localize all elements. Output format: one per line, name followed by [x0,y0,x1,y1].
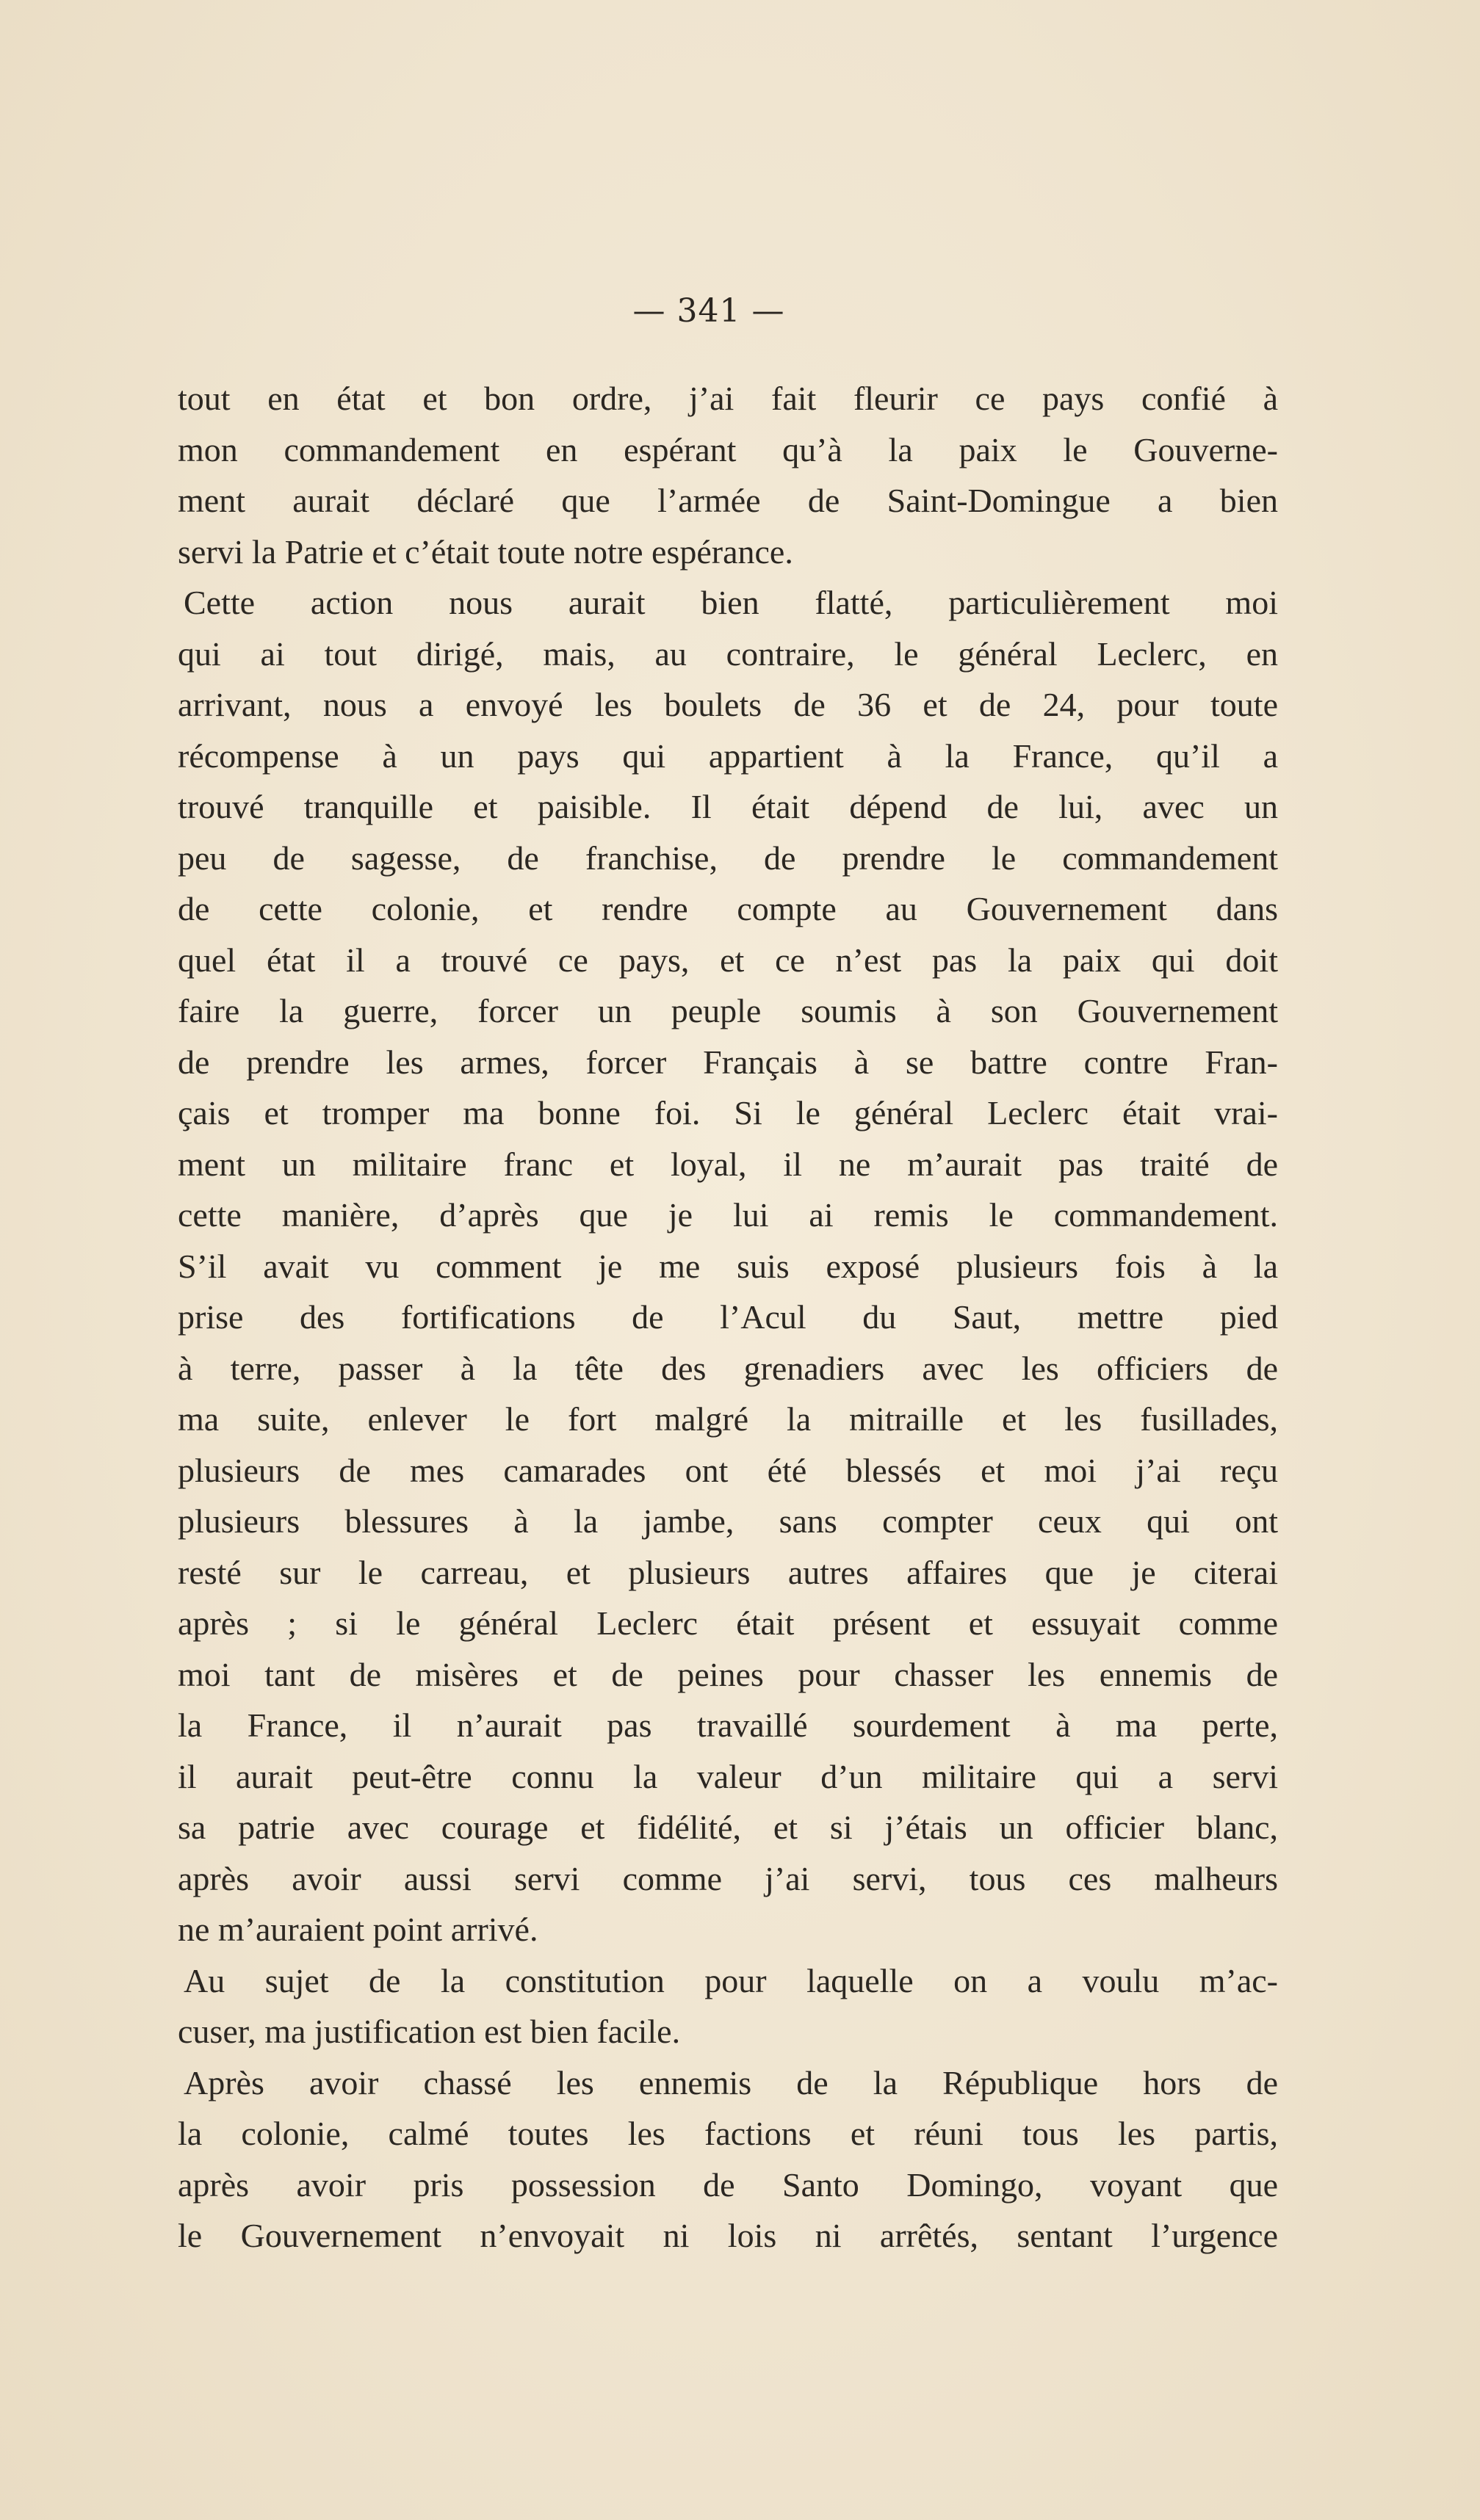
text-line: de prendre les armes, forcer Français à se battre contre Fran- [178,1043,1278,1081]
text-line: S’il avait vu comment je me suis exposé plusieurs fois à la [178,1247,1278,1285]
text-line: il aurait peut-être connu la valeur d’un militaire qui a servi [178,1757,1278,1795]
text-line: cuser, ma justification est bien facile. [178,2013,681,2050]
page-number: — 341 — [632,292,785,330]
text-line: après avoir pris possession de Santo Domingo, voyant que [178,2165,1278,2204]
text-line: prise des fortifications de l’Acul du Saut, mettre pied [178,1298,1278,1336]
text-line: le Gouvernement n’envoyait ni lois ni arrêtés, sentant l’urgence [178,2217,1278,2254]
text-line: sa patrie avec courage et fidélité, et si j’étais un officier blanc, [178,1808,1278,1846]
text-line: plusieurs blessures à la jambe, sans compter ceux qui ont [178,1502,1278,1540]
text-line: quel état il a trouvé ce pays, et ce n’est pas la paix qui doit [178,941,1278,979]
text-line: ment un militaire franc et loyal, il ne m’aurait pas traité de [178,1145,1278,1183]
text-line: cette manière, d’après que je lui ai remis le commandement. [178,1196,1278,1234]
body-text [178,373,1278,2262]
text-line: récompense à un pays qui appartient à la France, qu’il a [178,736,1278,775]
text-line: à terre, passer à la tête des grenadiers avec les officiers de [178,1349,1278,1387]
text-line: faire la guerre, forcer un peuple soumis à son Gouvernement [178,992,1278,1029]
text-line: de cette colonie, et rendre compte au Gouvernement dans [178,890,1278,927]
text-line: après avoir aussi servi comme j’ai servi, tous ces malheurs [178,1859,1278,1897]
text-line: après ; si le général Leclerc était présent et essuyait comme [178,1604,1278,1642]
text-line: plusieurs de mes camarades ont été blessés et moi j’ai reçu [178,1451,1278,1489]
text-line: mon commandement en espérant qu’à la paix le Gouverne- [178,430,1278,468]
text-line: ment aurait déclaré que l’armée de Saint-Domingue a bien [178,482,1278,519]
text-line: çais et tromper ma bonne foi. Si le général Leclerc était vrai- [178,1094,1278,1132]
text-line: la colonie, calmé toutes les factions et réuni tous les partis, [178,2115,1278,2152]
text-line: Au sujet de la constitution pour laquelle on a voulu m’ac- [184,1961,1278,1999]
text-line: arrivant, nous a envoyé les boulets de 36 et de 24, pour toute [178,686,1278,723]
text-line: moi tant de misères et de peines pour chasser les ennemis de [178,1655,1278,1693]
text-line: ne m’auraient point arrivé. [178,1911,538,1948]
text-line: tout en état et bon ordre, j’ai fait fleurir ce pays confié à [178,380,1278,417]
text-line: la France, il n’aurait pas travaillé sourdement à ma perte, [178,1706,1278,1744]
text-line: resté sur le carreau, et plusieurs autres affaires que je citerai [178,1553,1278,1591]
text-line: Après avoir chassé les ennemis de la République hors de [184,2063,1278,2101]
text-line: peu de sagesse, de franchise, de prendre le commandement [178,839,1278,877]
text-line: trouvé tranquille et paisible. Il était dépend de lui, avec un [178,788,1278,825]
text-line: ma suite, enlever le fort malgré la mitraille et les fusillades, [178,1400,1278,1438]
text-line: qui ai tout dirigé, mais, au contraire, le général Leclerc, en [178,634,1278,673]
text-line: Cette action nous aurait bien flatté, particulièrement moi [184,584,1278,621]
text-line: servi la Patrie et c’était toute notre espérance. [178,532,793,571]
